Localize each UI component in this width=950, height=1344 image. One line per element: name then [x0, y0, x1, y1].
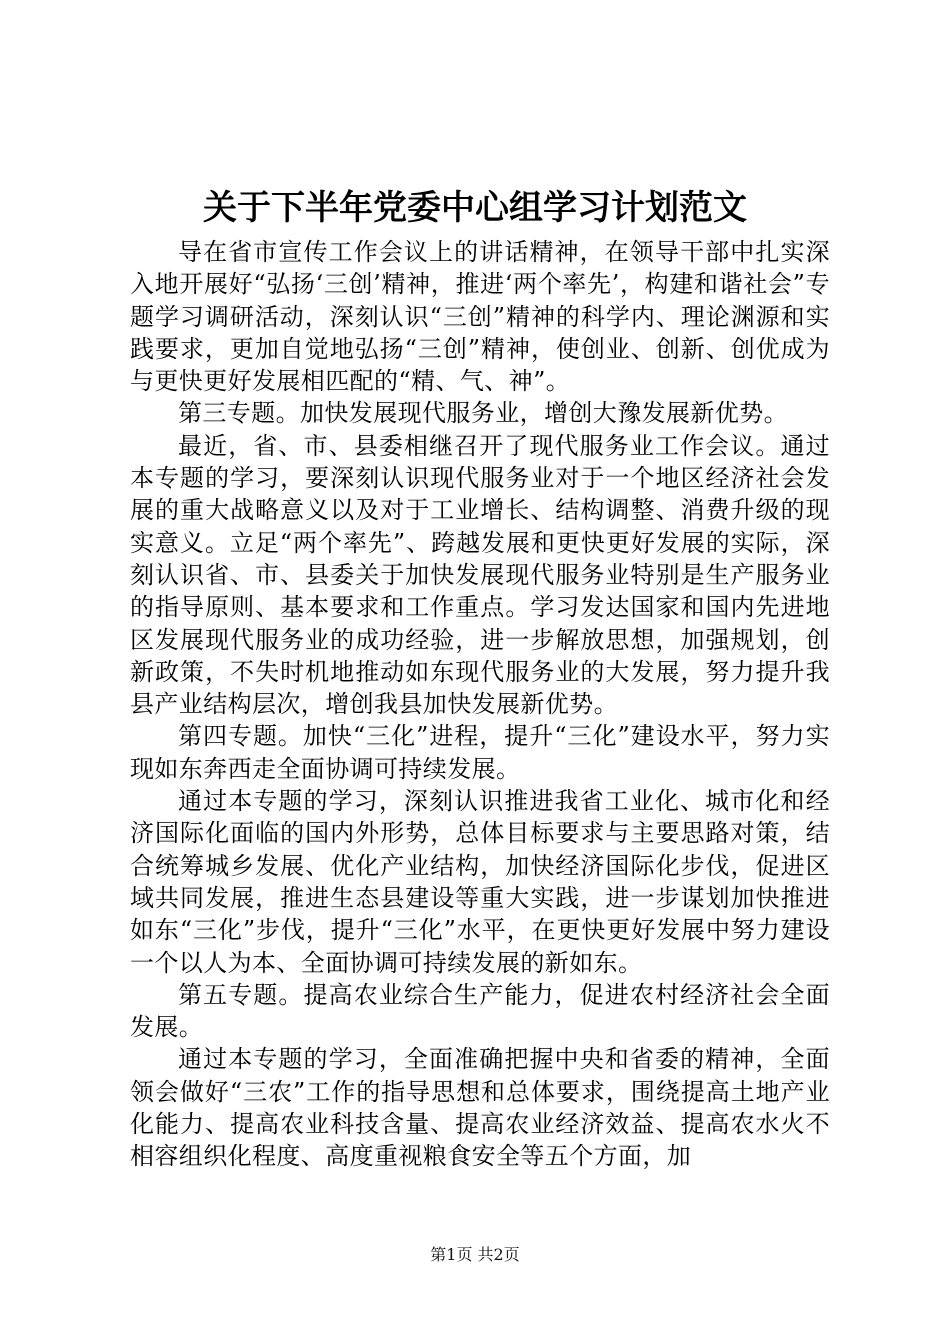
paragraph: 通过本专题的学习，全面准确把握中央和省委的精神，全面领会做好“三农”工作的指导思想和总体要求，围绕提高土地产业化能力、提高农业科技含量、提高农业经济效益、提高农水火不相容组织化程度、高度重视粮食安全等五个方面，加: [130, 1045, 830, 1171]
paragraph: 最近，省、市、县委相继召开了现代服务业工作会议。通过本专题的学习，要深刻认识现代服务业对于一个地区经济社会发展的重大战略意义以及对于工业增长、结构调整、消费升级的现实意义。立足“两个率先”、跨越发展和更快更好发展的实际，深刻认识省、市、县委关于加快发展现代服务业特别是生产服务业的指导原则、基本要求和工作重点。学习发达国家和国内先进地区发展现代服务业的成功经验，进一步解放思想，加强规划，创新政策，不失时机地推动如东现代服务业的大发展，努力提升我县产业结构层次，增创我县加快发展新优势。: [130, 431, 830, 719]
document-body: [130, 236, 830, 1173]
paragraph: 第三专题。加快发展现代服务业，增创大豫发展新优势。: [178, 399, 788, 428]
paragraph: 导在省市宣传工作会议上的讲话精神，在领导干部中扎实深入地开展好“弘扬‘三创’精神，推进‘两个率先’，构建和谐社会”专题学习调研活动，深刻认识“三创”精神的科学内、理论渊源和实践要求，更加自觉地弘扬“三创”精神，使创业、创新、创优成为与更快更好发展相匹配的“精、气、神”。: [130, 238, 830, 396]
paragraph: 通过本专题的学习，深刻认识推进我省工业化、城市化和经济国际化面临的国内外形势，总体目标要求与主要思路对策，结合统筹城乡发展、优化产业结构，加快经济国际化步伐，促进区域共同发展，推进生态县建设等重大实践，进一步谋划加快推进如东“三化”步伐，提升“三化”水平，在更快更好发展中努力建设一个以人为本、全面协调可持续发展的新如东。: [130, 787, 830, 977]
document-title: 关于下半年党委中心组学习计划范文: [203, 188, 747, 228]
page-footer: 第1页 共2页: [430, 1245, 520, 1264]
paragraph: 第五专题。提高农业综合生产能力，促进农村经济社会全面发展。: [130, 980, 830, 1042]
paragraph: 第四专题。加快“三化”进程，提升“三化”建设水平，努力实现如东奔西走全面协调可持续发展。: [130, 722, 830, 783]
